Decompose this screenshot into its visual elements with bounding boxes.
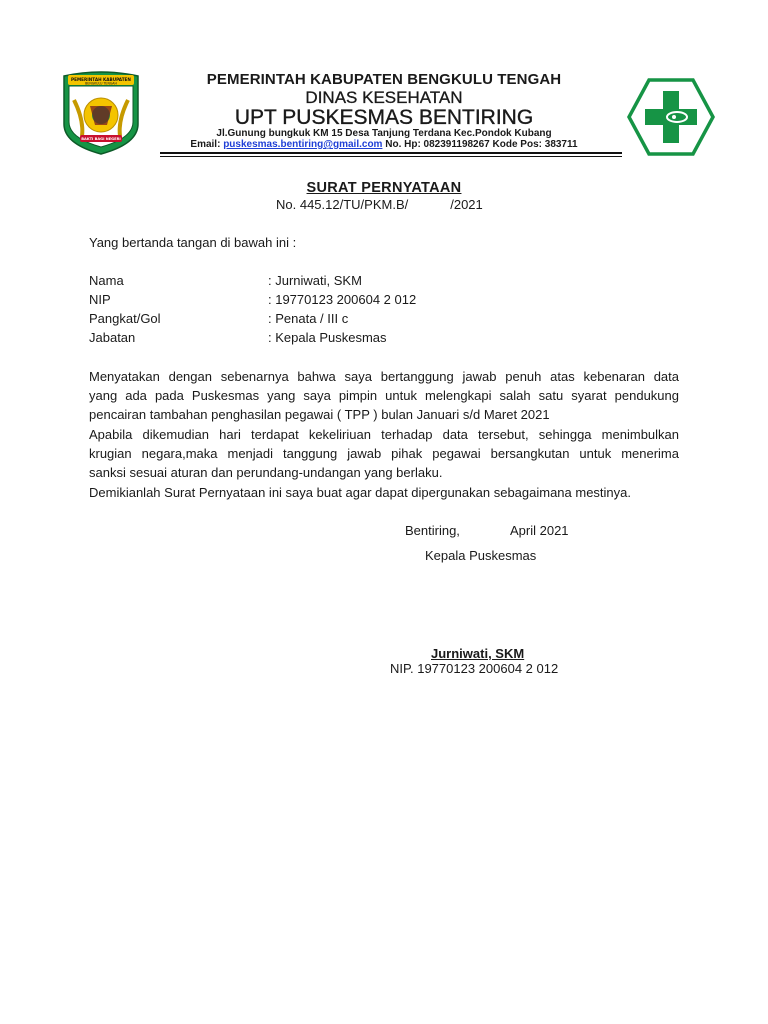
emblem-sub-text: BENGKULU TENGAH bbox=[85, 81, 117, 86]
email-link[interactable]: puskesmas.bentiring@gmail.com bbox=[223, 139, 383, 150]
number-suffix: /2021 bbox=[450, 197, 483, 212]
letterhead-divider-thick bbox=[160, 152, 622, 154]
field-value-nama: : Jurniwati, SKM bbox=[268, 273, 362, 288]
signature-date: April 2021 bbox=[510, 523, 569, 538]
number-prefix: No. 445.12/TU/PKM.B/ bbox=[276, 197, 409, 212]
field-label-nip: NIP bbox=[89, 292, 111, 307]
emblem-banner-text: BAKTI BAGI NEGERI bbox=[81, 137, 121, 142]
contact-rest: No. Hp: 082391198267 Kode Pos: 383711 bbox=[385, 139, 578, 150]
opening-statement: Yang bertanda tangan di bawah ini : bbox=[89, 235, 297, 250]
consequence-paragraph-line-3: sanksi sesuai aturan dan perundang-undangan yang berlaku. bbox=[89, 465, 443, 480]
document-number bbox=[276, 197, 483, 212]
email-label: Email: bbox=[190, 139, 221, 150]
field-value-pangkat: : Penata / III c bbox=[268, 311, 349, 326]
statement-paragraph-line-1: Menyatakan dengan sebenarnya bahwa saya bertanggung jawab penuh atas kebenaran data bbox=[89, 369, 679, 384]
letterhead-divider-thin bbox=[160, 156, 622, 157]
field-value-nip: : 19770123 200604 2 012 bbox=[268, 292, 417, 307]
kop-contact-line bbox=[0, 139, 768, 150]
consequence-paragraph-line-1: Apabila dikemudian hari terdapat kekeliriuan terhadap data tersebut, sehingga menimbulkan bbox=[89, 427, 679, 442]
kop-department-line: DINAS KESEHATAN bbox=[305, 88, 463, 107]
kop-address: Jl.Gunung bungkuk KM 15 Desa Tanjung Terdana Kec.Pondok Kubang bbox=[216, 128, 552, 139]
kop-institution-name: UPT PUSKESMAS BENTIRING bbox=[234, 106, 534, 129]
closing-paragraph: Demikianlah Surat Pernyataan ini saya buat agar dapat dipergunakan sebagaimana mestinya. bbox=[89, 485, 632, 500]
statement-paragraph-line-2: yang ada pada Puskesmas yang saya pimpin untuk melengkapi salah satu syarat pendukung bbox=[89, 388, 679, 403]
field-label-pangkat: Pangkat/Gol bbox=[89, 311, 161, 326]
field-label-jabatan: Jabatan bbox=[89, 330, 136, 345]
statement-paragraph-line-3: pencairan tambahan penghasilan pegawai ( TPP ) bulan Januari s/d Maret 2021 bbox=[89, 407, 550, 422]
signature-position: Kepala Puskesmas bbox=[425, 548, 537, 563]
field-label-nama: Nama bbox=[89, 273, 124, 288]
signatory-name: Jurniwati, SKM bbox=[431, 646, 525, 661]
consequence-paragraph-line-2: krugian negara,maka menjadi tanggung jawab pihak pegawai bersangkutan untuk menerima bbox=[89, 446, 679, 461]
field-value-jabatan: : Kepala Puskesmas bbox=[268, 330, 387, 345]
signature-place: Bentiring, bbox=[405, 523, 460, 538]
document-title: SURAT PERNYATAAN bbox=[306, 180, 462, 196]
emblem-top-text: PEMERINTAH KABUPATEN bbox=[71, 77, 131, 82]
signatory-nip: NIP. 19770123 200604 2 012 bbox=[390, 661, 559, 676]
kop-government-line: PEMERINTAH KABUPATEN BENGKULU TENGAH bbox=[206, 71, 562, 88]
